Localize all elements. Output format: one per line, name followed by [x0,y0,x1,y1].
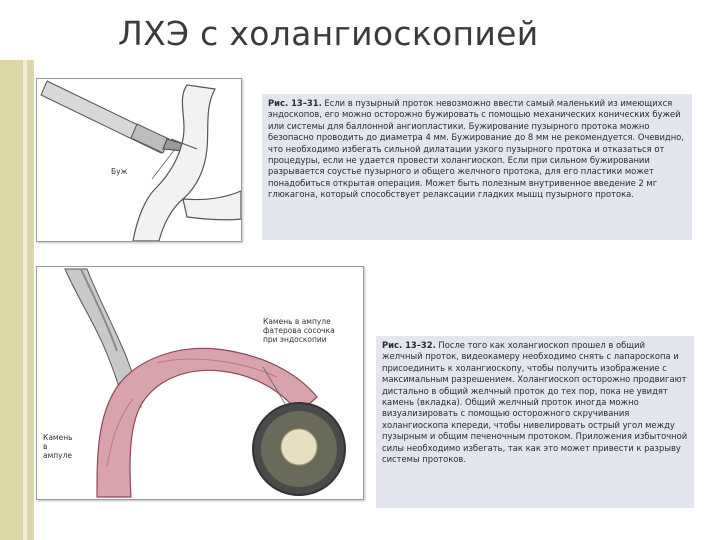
duodenum-stone-drawing [37,267,363,499]
caption-text: После того как холангиоскоп прошел в общий желчный проток, видеокамеру необходимо снять с лапароскопа и присоединить к холангиоскопу, чтобы получить изображение с максимальным разрешением. Холангиоскоп осторожно продвигают дистально в общий желчный проток до тех пор, пока не увидят камень (вкладка). Общий желчный проток иногда можно визуализировать с помощью осторожного скручивания холангиоскопа кпереди, чтобы нивелировать острый угол между пузырным и общим печеночным протоком. Приложения избыточной силы необходимо избегать, так как это может привести к разрыву системы протоков. [382,340,688,465]
bougie-label: Буж [111,167,128,176]
figure-13-32-caption [376,336,694,508]
figure-13-31-illustration [36,78,242,242]
stone-ampulla-inset-label: Камень в ампуле фатерова сосочка при эндоскопии [263,317,335,344]
figure-13-31-caption [262,94,692,240]
caption-text: Если в пузырный проток невозможно ввести самый маленький из имеющихся эндоскопов, его можно осторожно бужировать с помощью механических конических бужей или системы для баллонной ангиопластики. Бужирование пузырного протока можно безопасно проводить до диаметра 4 мм. Бужирование до 8 мм не рекомендуется. Очевидно, что необходимо избегать сильной дилатации узкого пузырного протока и отказаться от процедуры, если не удается провести холангиоскоп. Если при сильном бужировании разрывается соустье пузырного и общего желчного протока, для его пластики может понадобиться открытая операция. Может быть полезным внутривенное введение 2 мг глюкагона, который способствует релаксации гладких мышц пузырного протока. [268,98,684,200]
slide-title: ЛХЭ с холангиоскопией [118,14,539,53]
figure-13-32-illustration [36,266,364,500]
bile-duct-bougie-drawing [37,79,241,241]
caption-ref: Рис. 13–31. [268,98,322,108]
decorative-side-strip [0,60,34,540]
stone-ampulla-label: Камень в ампуле [43,433,73,460]
caption-ref: Рис. 13–32. [382,340,436,350]
